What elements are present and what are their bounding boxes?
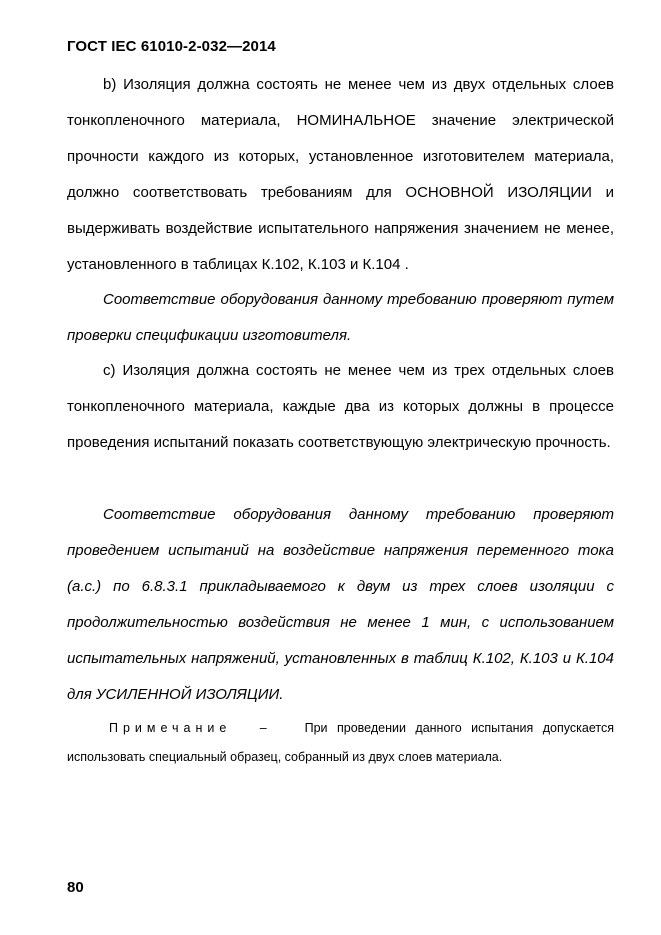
compliance-check-c: Соответствие оборудования данному требованию проверяют проведением испытаний на воздействие напряжения переменного тока (а.с.) по 6.8.3.1 прикладываемого к двум из трех слоев изоляции с продолжительностью воздействия не менее 1 мин, с использованием испытательных напряжений, установленных в таблиц К.102, К.103 и К.104 для УСИЛЕННОЙ ИЗОЛЯЦИИ. <box>67 506 614 703</box>
note-text: При проведении данного испытания допускается использовать специальный образец, собранный из двух слоев материала. <box>67 721 614 764</box>
compliance-check-b: Соответствие оборудования данному требованию проверяют путем проверки спецификации изготовителя. <box>67 291 614 344</box>
note-label: Примечание <box>109 721 232 735</box>
document-header: ГОСТ IEC 61010-2-032—2014 <box>67 38 276 55</box>
paragraph-c: с) Изоляция должна состоять не менее чем из трех отдельных слоев тонкопленочного материала, каждые два из которых должны в процессе проведения испытаний показать соответствующую электрическую прочность. <box>67 362 614 451</box>
paragraph-b: b) Изоляция должна состоять не менее чем из двух отдельных слоев тонкопленочного материала, НОМИНАЛЬНОЕ значение электрической прочности каждого из которых, установленное изготовителем материала, должно соответствовать требованиям для ОСНОВНОЙ ИЗОЛЯЦИИ и выдерживать воздействие испытательного напряжения значением не менее, установленного в таблицах К.102, К.103 и К.104 . <box>67 76 614 273</box>
note-separator: – <box>259 721 267 735</box>
page-number: 80 <box>67 879 84 896</box>
note <box>67 714 614 772</box>
